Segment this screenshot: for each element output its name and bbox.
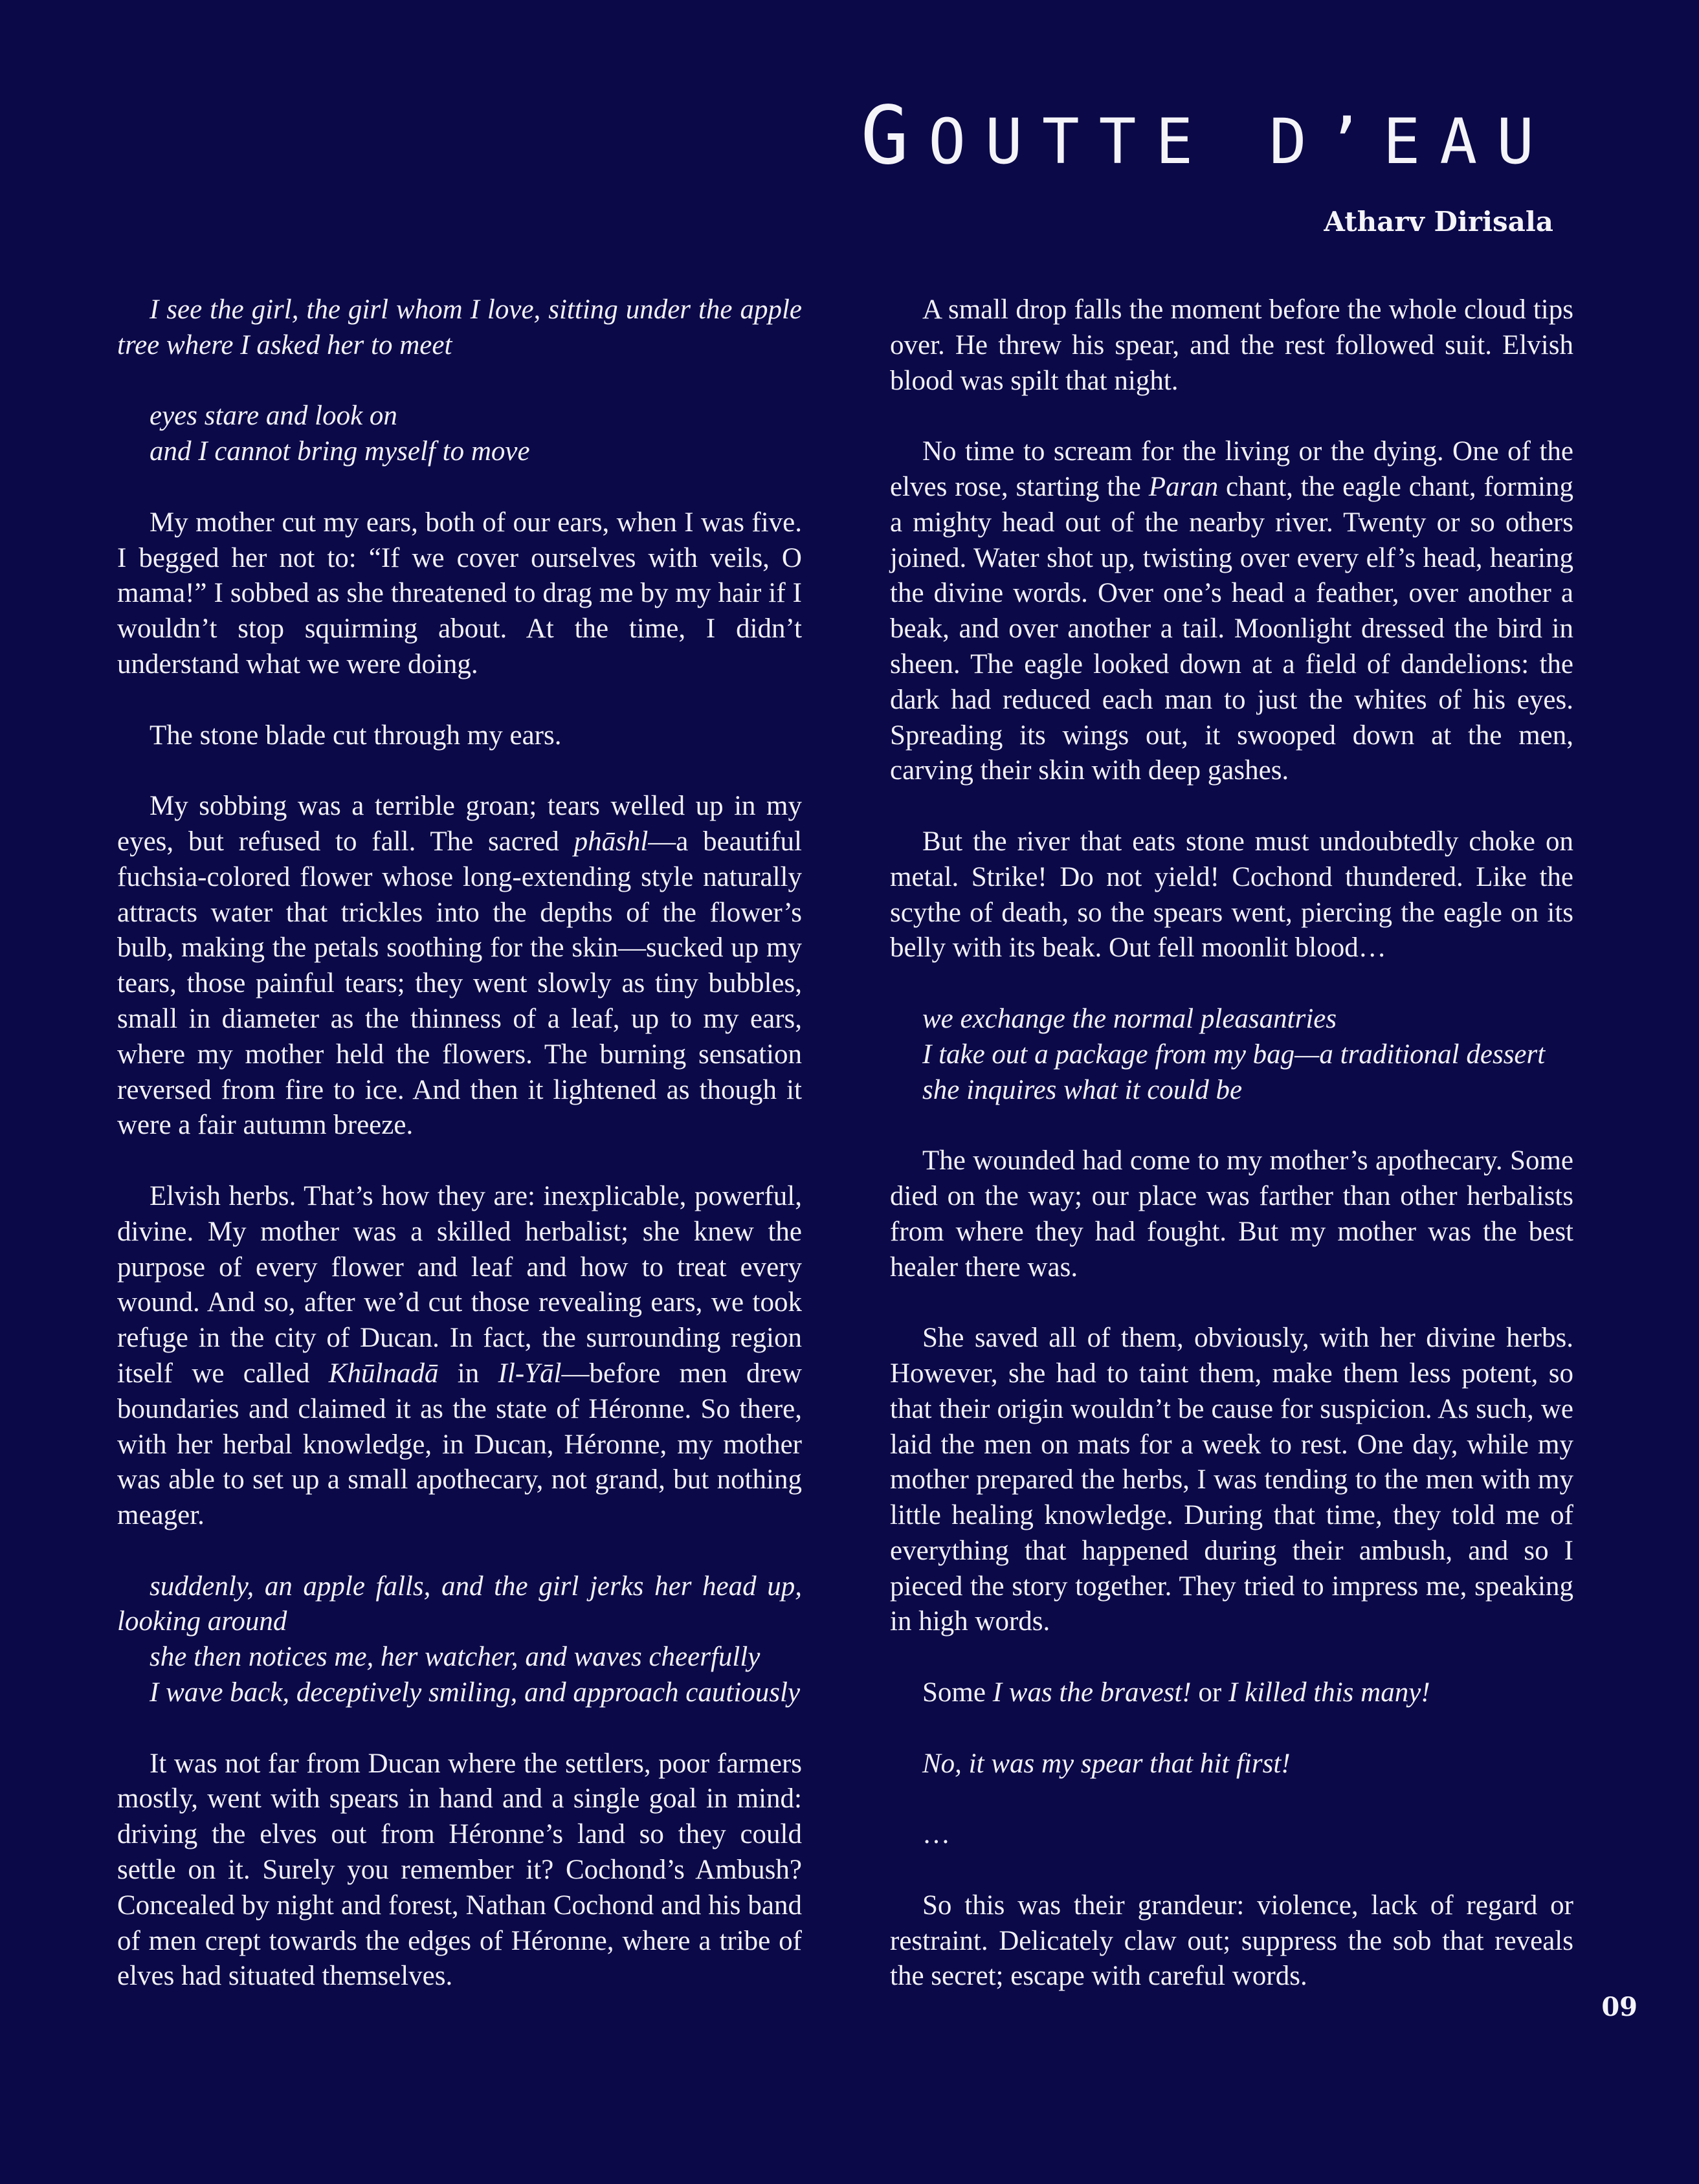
title-rest: OUTTE D’EAU bbox=[928, 105, 1553, 178]
ellipsis: … bbox=[922, 1819, 950, 1850]
paragraph: Elvish herbs. That’s how they are: inexplicable, powerful, divine. My mother was a skilled herbalist; she knew the purpose of every flower and leaf and how to treat every wound. And so, after we’d cut those revealing ears, we took refuge in the city of Ducan. In fact, the surrounding region itself we called Khūlnadā in Il-Yāl—before men drew boundaries and claimed it as the state of Héronne. So there, with her herbal knowledge, in Ducan, Héronne, my mother was able to set up a small apothecary, not grand, but nothing meager. bbox=[117, 1180, 802, 1531]
paragraph: A small drop falls the moment before the whole cloud tips over. He threw his spear, and the rest followed suit. Elvish blood was spilt that night. bbox=[890, 294, 1573, 396]
paragraph: No time to scream for the living or the dying. One of the elves rose, starting the Paran chant, the eagle chant, forming a mighty head out of the nearby river. Twenty or so others joined. Water shot up, twisting over every elf’s head, hearing the divine words. Over one’s head a feather, over another a beak, and over another a tail. Moonlight dressed the bird in sheen. The eagle looked down at a field of dandelions: the dark had reduced each man to just the whites of his eyes. Spreading its wings out, it swooped down at the men, carving their skin with deep gashes. bbox=[890, 436, 1573, 786]
verse-line: and I cannot bring myself to move bbox=[150, 436, 530, 467]
verse-line: I take out a package from my bag—a traditional dessert bbox=[922, 1039, 1546, 1070]
verse-line: I wave back, deceptively smiling, and approach cautiously bbox=[150, 1677, 801, 1708]
verse-line: she inquires what it could be bbox=[922, 1074, 1243, 1105]
page-number: 09 bbox=[1601, 1992, 1638, 2022]
term-paran: Paran bbox=[1148, 471, 1219, 502]
paragraph: It was not far from Ducan where the settlers, poor farmers mostly, went with spears in hand and a single goal in mind: driving the elves out from Héronne’s land so they could settle on it. Surely you remember it? Cochond’s Ambush? Concealed by night and forest, Nathan Cochond and his band of men crept towards the edges of Héronne, where a tribe of elves had situated themselves. bbox=[117, 1748, 802, 1992]
paragraph: The wounded had come to my mother’s apothecary. Some died on the way; our place was farther than other herbalists from where they had fought. But my mother was the best healer there was. bbox=[890, 1145, 1573, 1283]
term-il-yal: Il-Yāl bbox=[498, 1358, 562, 1389]
paragraph: Some I was the bravest! or I killed this many! bbox=[922, 1677, 1430, 1708]
verse-line: she then notices me, her watcher, and waves cheerfully bbox=[150, 1642, 761, 1673]
paragraph: The stone blade cut through my ears. bbox=[150, 720, 562, 751]
story-title bbox=[860, 89, 1553, 182]
quote-bravest: I was the bravest! bbox=[992, 1677, 1192, 1708]
title-initial: G bbox=[860, 89, 929, 182]
term-phashl: phāshl bbox=[573, 826, 649, 857]
verse-line: suddenly, an apple falls, and the girl jerks her head up, looking around bbox=[117, 1571, 802, 1637]
verse-line: I see the girl, the girl whom I love, sitting under the apple tree where I asked her to meet bbox=[117, 294, 802, 360]
paragraph: No, it was my spear that hit first! bbox=[922, 1748, 1291, 1779]
right-column bbox=[890, 292, 1573, 1994]
paragraph: My mother cut my ears, both of our ears, when I was five. I begged her not to: “If we cover ourselves with veils, O mama!” I sobbed as she threatened to drag me by my hair if I wouldn’t stop squirming about. At the time, I didn’t understand what we were doing. bbox=[117, 507, 802, 679]
verse-line: eyes stare and look on bbox=[150, 401, 397, 432]
paragraph: She saved all of them, obviously, with her divine herbs. However, she had to taint them, make them less potent, so that their origin wouldn’t be cause for suspicion. As such, we laid the men on mats for a week to rest. One day, while my mother prepared the herbs, I was tending to the men with my little healing knowledge. During that time, they told me of everything that happened during their ambush, and so I pieced the story together. They tried to impress me, speaking in high words. bbox=[890, 1323, 1573, 1637]
author-name: Atharv Dirisala bbox=[1324, 206, 1553, 237]
term-khulnada: Khūlnadā bbox=[328, 1358, 439, 1389]
paragraph: My sobbing was a terrible groan; tears welled up in my eyes, but refused to fall. The sacred phāshl—a beautiful fuchsia-colored flower whose long-extending style naturally attracts water that trickles into the depths of the flower’s bulb, making the petals soothing for the skin—sucked up my tears, those painful tears; they went slowly as tiny bubbles, small in diameter as the thinness of a leaf, up to my ears, where my mother held the flowers. The burning sensation reversed from fire to ice. And then it lightened as though it were a fair autumn breeze. bbox=[117, 791, 802, 1141]
paragraph: But the river that eats stone must undoubtedly choke on metal. Strike! Do not yield! Cochond thundered. Like the scythe of death, so the spears went, piercing the eagle on its belly with its beak. Out fell moonlit blood… bbox=[890, 826, 1573, 964]
left-column bbox=[117, 292, 802, 1994]
quote-killed: I killed this many! bbox=[1228, 1677, 1430, 1708]
paragraph: So this was their grandeur: violence, lack of regard or restraint. Delicately claw out; suppress the sob that reveals the secret; escape with careful words. bbox=[890, 1890, 1573, 1992]
verse-line: we exchange the normal pleasantries bbox=[922, 1003, 1337, 1034]
